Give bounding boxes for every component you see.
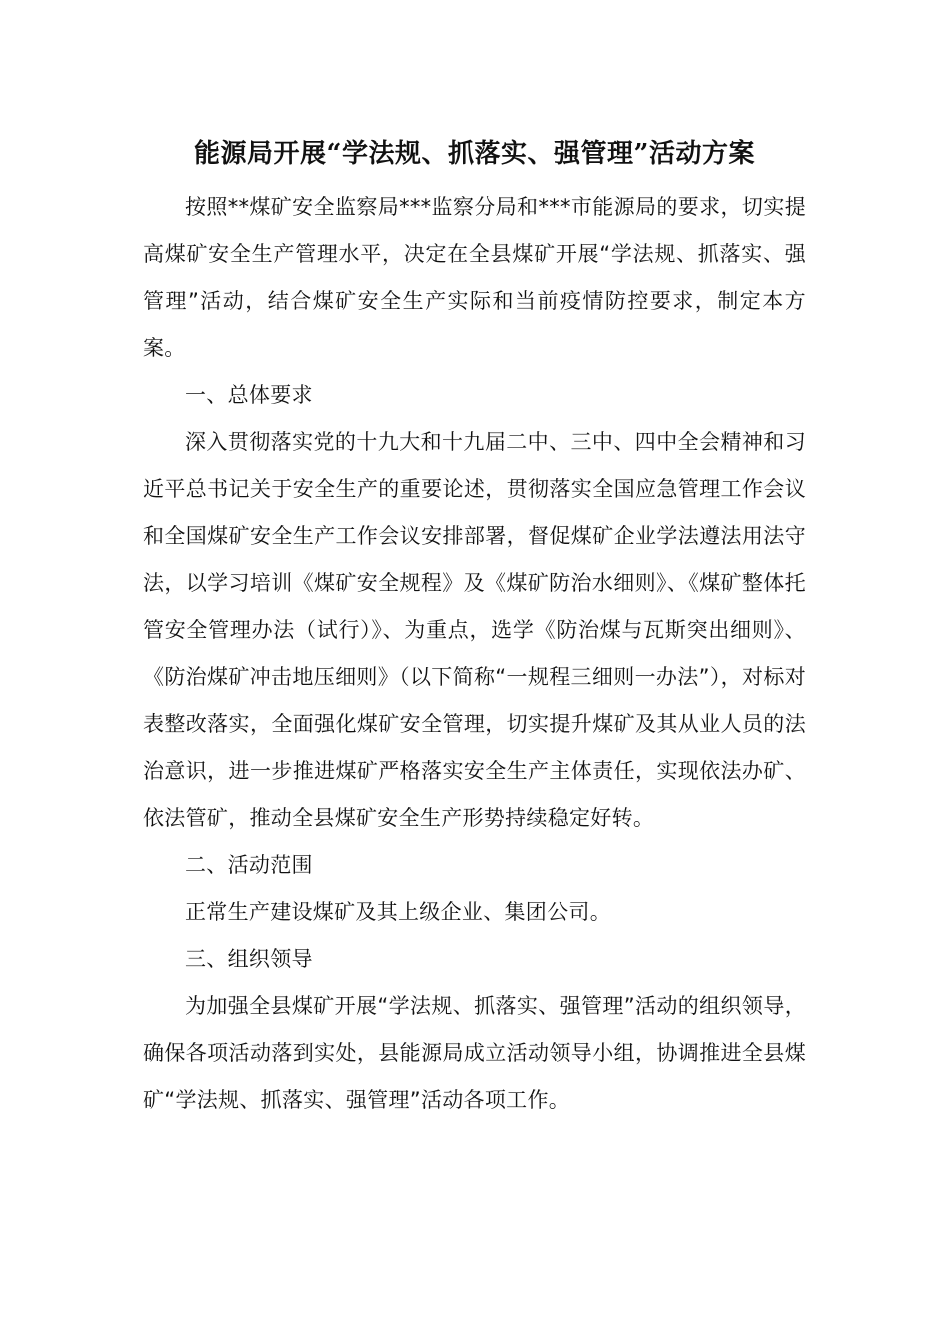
scope-paragraph: 正常生产建设煤矿及其上级企业、集团公司。 bbox=[185, 900, 611, 924]
intro-paragraph: 按照**煤矿安全监察局***监察分局和***市能源局的要求，切实提高煤矿安全生产管理水平，决定在全县煤矿开展“学法规、抓落实、强管理”活动，结合煤矿安全生产实际和当前疫情防控要求，制定本方案。 bbox=[143, 195, 806, 360]
document-page bbox=[143, 128, 806, 1124]
section-heading-3: 三、组织领导 bbox=[185, 947, 313, 971]
document-title: 能源局开展“学法规、抓落实、强管理”活动方案 bbox=[194, 139, 755, 169]
requirements-paragraph: 深入贯彻落实党的十九大和十九届二中、三中、四中全会精神和习近平总书记关于安全生产的重要论述，贯彻落实全国应急管理工作会议和全国煤矿安全生产工作会议安排部署，督促煤矿企业学法遵法用法守法，以学习培训《煤矿安全规程》及《煤矿防治水细则》、《煤矿整体托管安全管理办法（试行）》、为重点，选学《防治煤与瓦斯突出细则》、《防治煤矿冲击地压细则》（以下简称“一规程三细则一办法”），对标对表整改落实，全面强化煤矿安全管理，切实提升煤矿及其从业人员的法治意识，进一步推进煤矿严格落实安全生产主体责任，实现依法办矿、依法管矿，推动全县煤矿安全生产形势持续稳定好转。 bbox=[143, 430, 806, 830]
section-heading-2: 二、活动范围 bbox=[185, 853, 313, 877]
leadership-paragraph: 为加强全县煤矿开展“学法规、抓落实、强管理”活动的组织领导，确保各项活动落到实处，县能源局成立活动领导小组，协调推进全县煤矿“学法规、抓落实、强管理”活动各项工作。 bbox=[143, 994, 806, 1112]
section-heading-1: 一、总体要求 bbox=[185, 383, 313, 407]
